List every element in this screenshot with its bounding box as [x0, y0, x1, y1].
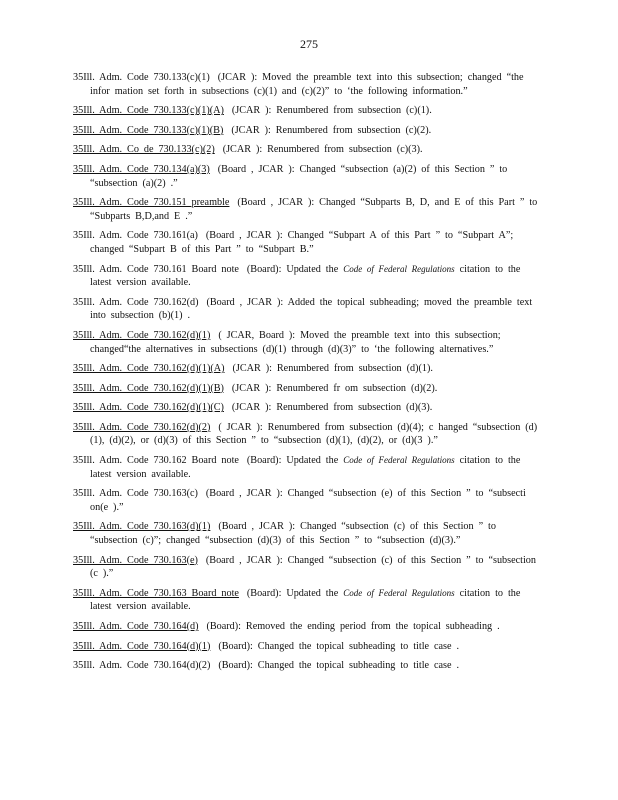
change-entry: [73, 620, 545, 634]
entry-citation: 35Ill. Adm. Code 730.163(d)(1): [73, 521, 211, 533]
change-entry: [73, 520, 545, 547]
entry-citation: 35Ill. Adm. Code 730.163 Board note: [73, 587, 239, 599]
entry-description: (JCAR ): Renumbered fr om subsection (d)(2).: [231, 382, 438, 394]
entry-citation: 35Ill. Adm. Code 730.162(d)(1): [73, 329, 211, 341]
entry-description: (Board , JCAR ): Changed “subsection (e) of this Section ” to “subsecti on(e ).”: [90, 488, 526, 513]
change-entry: [73, 263, 545, 290]
entry-citation: 35Ill. Adm. Code 730.133(c)(1)(A): [73, 105, 224, 117]
entry-citation: 35Ill. Adm. Code 730.161 Board note: [73, 263, 239, 275]
change-entry: [73, 229, 545, 256]
entry-citation: 35Ill. Adm. Code 730.164(d)(2): [73, 660, 211, 672]
entry-description: (JCAR ): Renumbered from subsection (c)(2).: [231, 124, 432, 136]
change-entry: [73, 382, 545, 396]
change-entry: [73, 487, 545, 514]
change-entry: [73, 296, 545, 323]
entry-description-continued: citation to the latest version available.: [90, 587, 521, 613]
entry-citation: 35Ill. Adm. Code 730.133(c)(1): [73, 72, 210, 83]
entry-description: (Board , JCAR ): Added the topical subheading; moved the preamble text into subsection (b)(1) .: [90, 296, 533, 322]
entry-citation: 35Ill. Adm. Code 730.133(c)(1)(B): [73, 124, 224, 136]
entry-description: (Board , JCAR ): Changed “Subpart A of this Part ” to “Subpart A”; changed “Subpart B of this Part ” to “Subpart B.”: [90, 230, 514, 255]
entry-description: (Board): Changed the topical subheading to title case .: [218, 660, 460, 672]
entry-citation: 35Ill. Adm. Code 730.163(c): [73, 488, 198, 500]
entry-italic-title: Code of Federal Regulations: [343, 263, 455, 274]
entry-description: ( JCAR, Board ): Moved the preamble text into this subsection; changed“the alternatives in subsections (d)(1) through (d)(3)” to ‘the following alternatives.”: [90, 329, 501, 355]
entry-citation: 35Ill. Adm. Code 730.162(d)(2): [73, 421, 211, 433]
change-entry: [73, 124, 545, 138]
entry-citation: 35Ill. Adm. Code 730.162(d)(1)(B): [73, 382, 224, 394]
entry-citation: 35Ill. Adm. Code 730.163(e): [73, 554, 198, 566]
change-entry: [73, 401, 545, 415]
change-entry: [73, 163, 545, 190]
entry-description: (JCAR ): Renumbered from subsection (c)(1).: [231, 105, 432, 117]
entry-citation: 35Ill. Adm. Code 730.151 preamble: [73, 197, 230, 209]
entry-citation: 35Ill. Adm. Code 730.162(d)(1)(A): [73, 363, 225, 375]
entry-citation: 35Ill. Adm. Code 730.164(d)(1): [73, 640, 211, 652]
entry-citation: 35Ill. Adm. Co de 730.133(c)(2): [73, 144, 215, 156]
entry-citation: 35Ill. Adm. Code 730.162(d): [73, 296, 199, 308]
entry-citation: 35Ill. Adm. Code 730.162(d)(1)(C): [73, 402, 224, 414]
entry-italic-title: Code of Federal Regulations: [343, 455, 455, 466]
change-entry: [73, 454, 545, 481]
change-entry: [73, 659, 545, 673]
change-list: [73, 71, 545, 679]
entry-citation: 35Ill. Adm. Code 730.161(a): [73, 230, 198, 242]
entry-description: (Board): Removed the ending period from the topical subheading .: [206, 621, 500, 632]
change-entry: [73, 71, 545, 98]
entry-description: (JCAR ): Moved the preamble text into this subsection; changed “the infor mation set forth in subsections (c)(1) and (c)(2)” to ‘the following information.”: [90, 72, 524, 97]
entry-description: (Board): Updated the: [246, 263, 344, 275]
entry-description: (Board): Updated the: [246, 455, 344, 467]
entry-citation: 35Ill. Adm. Code 730.164(d): [73, 621, 199, 632]
change-entry: [73, 362, 545, 376]
entry-description: (Board , JCAR ): Changed “subsection (c) of this Section ” to “subsection (c ).”: [90, 554, 536, 580]
entry-italic-title: Code of Federal Regulations: [343, 587, 455, 598]
change-entry: [73, 143, 545, 157]
entry-description: (Board , JCAR ): Changed “Subparts B, D, and E of this Part ” to “Subparts B,D,and E .”: [90, 197, 538, 222]
page-number: 275: [300, 37, 318, 51]
entry-description-continued: citation to the latest version available.: [90, 455, 521, 480]
entry-description: ( JCAR ): Renumbered from subsection (d)(4); c hanged “subsection (d)(1), (d)(2), or (d)(3) of this Section ” to “subsection (d)(1), (d)(2), or (d)(3 ).”: [90, 421, 538, 447]
change-entry: [73, 104, 545, 118]
change-entry: [73, 640, 545, 654]
change-entry: [73, 421, 545, 448]
change-entry: [73, 196, 545, 223]
change-entry: [73, 554, 545, 581]
entry-description: (Board , JCAR ): Changed “subsection (c) of this Section ” to “subsection (c)”; changed “subsection (d)(3) of this Section ” to “subsection (d)(3).”: [90, 521, 496, 547]
entry-description: (JCAR ): Renumbered from subsection (d)(3).: [231, 402, 433, 414]
entry-description-continued: citation to the latest version available.: [90, 263, 521, 289]
change-entry: [73, 587, 545, 614]
entry-description: (JCAR ): Renumbered from subsection (c)(3).: [222, 144, 423, 156]
entry-description: (JCAR ): Renumbered from subsection (d)(1).: [232, 363, 433, 375]
change-entry: [73, 329, 545, 356]
entry-description: (Board): Changed the topical subheading to title case .: [218, 640, 460, 652]
entry-citation: 35Ill. Adm. Code 730.134(a)(3): [73, 163, 210, 175]
entry-description: (Board): Updated the: [246, 587, 344, 599]
entry-citation: 35Ill. Adm. Code 730.162 Board note: [73, 455, 239, 467]
entry-description: (Board , JCAR ): Changed “subsection (a)(2) of this Section ” to “subsection (a)(2) .”: [90, 163, 508, 189]
